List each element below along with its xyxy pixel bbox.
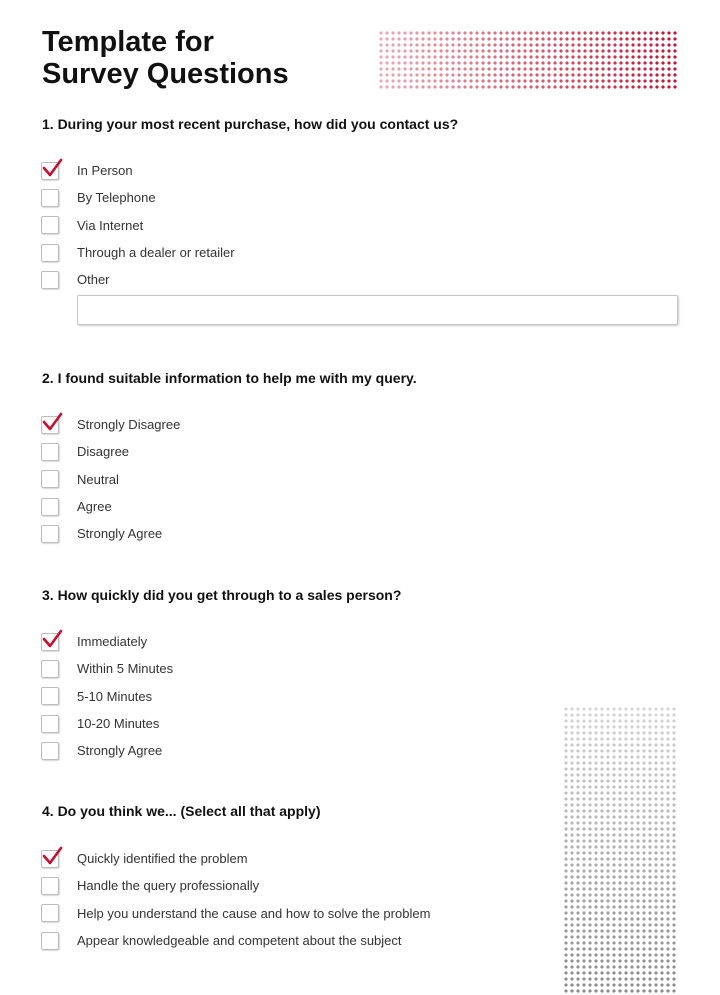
question-3-text: 3. How quickly did you get through to a sales person? xyxy=(42,587,402,603)
checkbox[interactable] xyxy=(41,443,59,461)
checkbox[interactable] xyxy=(41,525,59,543)
option-disagree[interactable] xyxy=(41,438,561,465)
option-5-10-minutes[interactable] xyxy=(41,683,561,710)
checkbox[interactable] xyxy=(41,877,59,895)
option-label: Disagree xyxy=(77,444,130,460)
option-dealer-or-retailer[interactable] xyxy=(41,239,561,266)
checkbox[interactable] xyxy=(41,742,59,760)
checkbox[interactable] xyxy=(41,189,59,207)
option-agree[interactable] xyxy=(41,493,561,520)
question-4-text: 4. Do you think we... (Select all that apply) xyxy=(42,803,321,819)
page-title-line-2: Survey Questions xyxy=(42,58,289,90)
check-icon xyxy=(41,629,63,651)
option-label: Via Internet xyxy=(77,217,144,233)
option-label: Immediately xyxy=(77,634,148,650)
option-label: In Person xyxy=(77,163,133,179)
halftone-decoration-grey xyxy=(563,706,678,995)
checkbox[interactable] xyxy=(41,633,59,651)
question-3-options xyxy=(41,628,561,764)
checkbox[interactable] xyxy=(41,687,59,705)
option-via-internet[interactable] xyxy=(41,212,561,239)
checkbox[interactable] xyxy=(41,271,59,289)
check-icon xyxy=(41,412,63,434)
option-label: Within 5 Minutes xyxy=(77,661,174,677)
option-strongly-agree[interactable] xyxy=(41,737,561,764)
option-immediately[interactable] xyxy=(41,628,561,655)
checkbox[interactable] xyxy=(41,932,59,950)
check-icon xyxy=(41,846,63,868)
checkbox[interactable] xyxy=(41,904,59,922)
option-label: Strongly Agree xyxy=(77,743,163,759)
option-label: Agree xyxy=(77,499,112,515)
option-label: Strongly Disagree xyxy=(77,417,181,433)
option-by-telephone[interactable] xyxy=(41,184,561,211)
option-strongly-agree[interactable] xyxy=(41,520,561,547)
option-strongly-disagree[interactable] xyxy=(41,411,561,438)
checkbox[interactable] xyxy=(41,715,59,733)
check-icon xyxy=(41,158,63,180)
option-label: 5-10 Minutes xyxy=(77,688,153,704)
option-help-understand[interactable] xyxy=(41,900,561,927)
option-label: Neutral xyxy=(77,471,119,487)
question-1-text: 1. During your most recent purchase, how did you contact us? xyxy=(42,116,459,132)
option-appear-knowledgeable[interactable] xyxy=(41,927,561,954)
option-in-person[interactable] xyxy=(41,157,561,184)
option-label: Handle the query professionally xyxy=(77,878,260,894)
question-4-options xyxy=(41,845,561,954)
halftone-decoration-red xyxy=(378,30,678,90)
option-label: By Telephone xyxy=(77,190,156,206)
option-label: Appear knowledgeable and competent about the subject xyxy=(77,933,402,949)
option-label: Other xyxy=(77,272,110,288)
checkbox[interactable] xyxy=(41,660,59,678)
question-2-text: 2. I found suitable information to help me with my query. xyxy=(42,370,417,386)
option-label: Strongly Agree xyxy=(77,526,163,542)
option-label: Quickly identified the problem xyxy=(77,851,248,867)
question-1-options xyxy=(41,157,561,293)
option-handle-professionally[interactable] xyxy=(41,872,561,899)
option-neutral[interactable] xyxy=(41,466,561,493)
page-title xyxy=(42,26,289,90)
question-2-options xyxy=(41,411,561,547)
option-label: Help you understand the cause and how to solve the problem xyxy=(77,905,431,921)
option-quickly-identified[interactable] xyxy=(41,845,561,872)
option-within-5-minutes[interactable] xyxy=(41,655,561,682)
checkbox[interactable] xyxy=(41,416,59,434)
checkbox[interactable] xyxy=(41,244,59,262)
checkbox[interactable] xyxy=(41,850,59,868)
checkbox[interactable] xyxy=(41,216,59,234)
option-label: Through a dealer or retailer xyxy=(77,245,235,261)
option-label: 10-20 Minutes xyxy=(77,716,160,732)
checkbox[interactable] xyxy=(41,498,59,516)
checkbox[interactable] xyxy=(41,470,59,488)
page-title-line-1: Template for xyxy=(42,26,214,58)
option-10-20-minutes[interactable] xyxy=(41,710,561,737)
checkbox[interactable] xyxy=(41,162,59,180)
option-other[interactable] xyxy=(41,266,561,293)
other-text-field[interactable] xyxy=(77,295,678,325)
